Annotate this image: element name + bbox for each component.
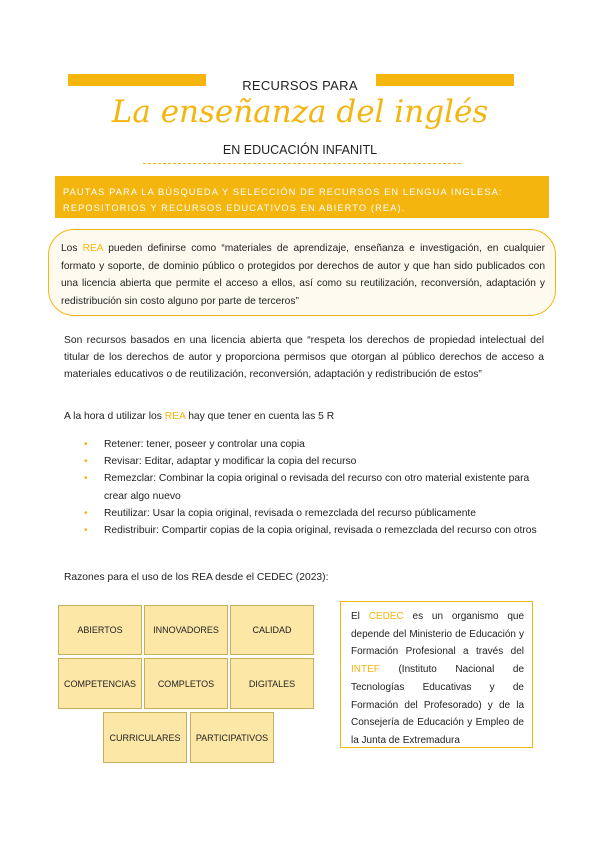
- bullet-icon: •: [84, 525, 88, 537]
- p2-rea: REA: [164, 411, 186, 422]
- info-text-3: (Instituto Nacional de Tecnologías Educativas y de Formación del Profesorado) y de la Consejería de Educación y Empleo de la Junta de Extremadura: [351, 664, 524, 746]
- reason-cell-innovadores: INNOVADORES: [144, 605, 228, 655]
- bullet-icon: •: [84, 439, 88, 450]
- definition-text: pueden definirse como “materiales de aprendizaje, enseñanza e investigación, en cualquier formato y soporte, de dominio público o protegidos por derechos de autor y que han sido publicados con una licencia abierta que permite el acceso a ellos, así como su reutilización, reconversión, adaptación y redistribución sin costo alguno por parte de terceros”: [61, 243, 545, 307]
- list-item-text: Revisar: Editar, adaptar y modificar la copia del recurso: [104, 456, 357, 468]
- list-item: [84, 505, 548, 522]
- reason-cell-calidad: CALIDAD: [230, 605, 314, 655]
- definition-rea: REA: [82, 243, 104, 254]
- paragraph-5r-intro: [64, 411, 334, 422]
- paragraph-license: Son recursos basados en una licencia abierta que “respeta los derechos de propiedad intelectual del titular de los derechos de autor y proporciona permisos que otorgan al público derechos de acceso a materiales educativos o de reutilización, reconversión, adaptación y redistribución de estos”: [64, 335, 544, 381]
- reason-cell-abiertos: ABIERTOS: [58, 605, 142, 655]
- reason-cell-completos: COMPLETOS: [144, 658, 228, 709]
- info-intef: INTEF: [351, 664, 380, 676]
- list-item: [84, 470, 548, 504]
- bullet-icon: •: [84, 456, 88, 468]
- header-subtitle: EN EDUCACIÓN INFANITL: [222, 143, 378, 157]
- definition-box: [48, 229, 556, 316]
- bullet-icon: •: [84, 473, 88, 485]
- reason-cell-curriculares: CURRICULARES: [103, 712, 187, 763]
- list-item: [84, 453, 548, 470]
- definition-prefix: Los: [61, 243, 83, 254]
- banner-line-2: REPOSITORIOS Y RECURSOS EDUCATIVOS EN ABIERTO (REA).: [63, 203, 406, 213]
- list-item: [84, 522, 548, 539]
- list-item-text: Remezclar: Combinar la copia original o revisada del recurso con otro material existente para crear algo nuevo: [104, 473, 530, 502]
- header-top-line: RECURSOS PARA: [242, 78, 358, 93]
- bullet-icon: •: [84, 507, 88, 519]
- section-banner: [55, 176, 549, 218]
- cedec-info-box: [340, 601, 533, 748]
- p2-after: hay que tener en cuenta las 5 R: [185, 411, 335, 422]
- banner-line-1: PAUTAS PARA LA BÚSQUEDA Y SELECCIÓN DE RECURSOS EN LENGUA INGLESA:: [63, 187, 503, 197]
- info-cedec: CEDEC: [368, 611, 404, 622]
- reason-cell-competencias: COMPETENCIAS: [58, 658, 142, 709]
- reason-cell-digitales: DIGITALES: [230, 658, 314, 709]
- list-item-text: Retener: tener, poseer y controlar una copia: [104, 439, 305, 450]
- dashed-divider: [143, 163, 461, 164]
- list-item-text: Redistribuir: Compartir copias de la copia original, revisada o remezclada del recurso con otros: [104, 525, 537, 537]
- reason-cell-participativos: PARTICIPATIVOS: [190, 712, 274, 763]
- reasons-title: Razones para el uso de los REA desde el CEDEC (2023):: [64, 572, 329, 583]
- page-title: La enseñanza del inglés: [111, 94, 489, 130]
- info-text-2: es un organismo que depende del Ministerio de Educación y Formación Profesional a través del: [351, 611, 525, 658]
- list-item-text: Reutilizar: Usar la copia original, revisada o remezclada del recurso públicamente: [104, 507, 477, 519]
- list-item: [84, 436, 548, 453]
- p2-before: A la hora d utilizar los: [64, 411, 165, 422]
- info-text-1: El: [351, 611, 369, 622]
- five-r-list: [84, 436, 548, 539]
